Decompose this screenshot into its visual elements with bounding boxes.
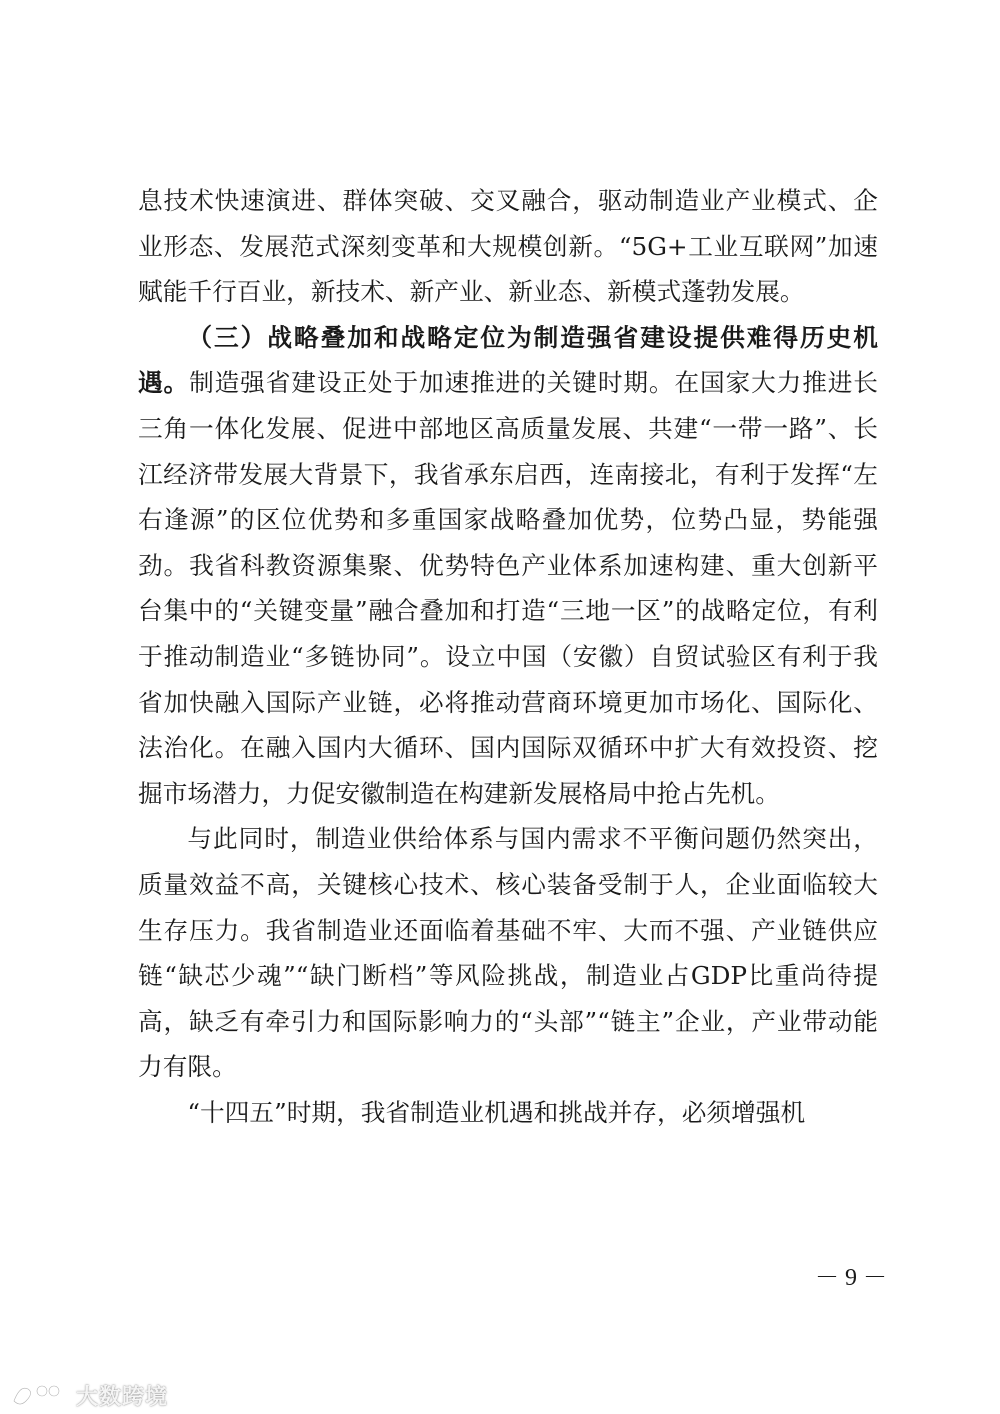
watermark [10,1378,168,1412]
paragraph-opportunity-body: 制造强省建设正处于加速推进的关键时期。在国家大力推进长三角一体化发展、促进中部地区高质量发展、共建“一带一路”、长江经济带发展大背景下，我省承东启西，连南接北，有利于发挥“左右逢源”的区位优势和多重国家战略叠加优势，位势凸显，势能强劲。我省科教资源集聚、优势特色产业体系加速构建、重大创新平台集中的“关键变量”融合叠加和打造“三地一区”的战略定位，有利于推动制造业“多链协同”。设立中国（安徽）自贸试验区有利于我省加快融入国际产业链，必将推动营商环境更加市场化、国际化、法治化。在融入国内大循环、国内国际双循环中扩大有效投资、挖掘市场潜力，力促安徽制造在构建新发展格局中抢占先机。 [138,368,878,808]
watermark-logo-icon [10,1381,70,1409]
paragraph-opportunity [138,315,878,817]
page-number: － 9 － [815,1265,887,1291]
section-heading: （三）战略叠加和战略定位为制造强省建设提供难得历史机遇。 [138,322,878,398]
document-body [138,178,878,1135]
paragraph-continuation: 息技术快速演进、群体突破、交叉融合，驱动制造业产业模式、企业形态、发展范式深刻变革和大规模创新。“5G+工业互联网”加速赋能千行百业，新技术、新产业、新业态、新模式蓬勃发展。 [138,186,878,307]
paragraph-challenges: 与此同时，制造业供给体系与国内需求不平衡问题仍然突出，质量效益不高，关键核心技术、核心装备受制于人，企业面临较大生存压力。我省制造业还面临着基础不牢、大而不强、产业链供应链“缺芯少魂”“缺门断档”等风险挑战，制造业占GDP比重尚待提高，缺乏有牵引力和国际影响力的“头部”“链主”企业，产业带动能力有限。 [138,824,878,1082]
watermark-text: 大数跨境 [76,1384,169,1410]
paragraph-conclusion: “十四五”时期，我省制造业机遇和挑战并存，必须增强机 [187,1097,806,1127]
